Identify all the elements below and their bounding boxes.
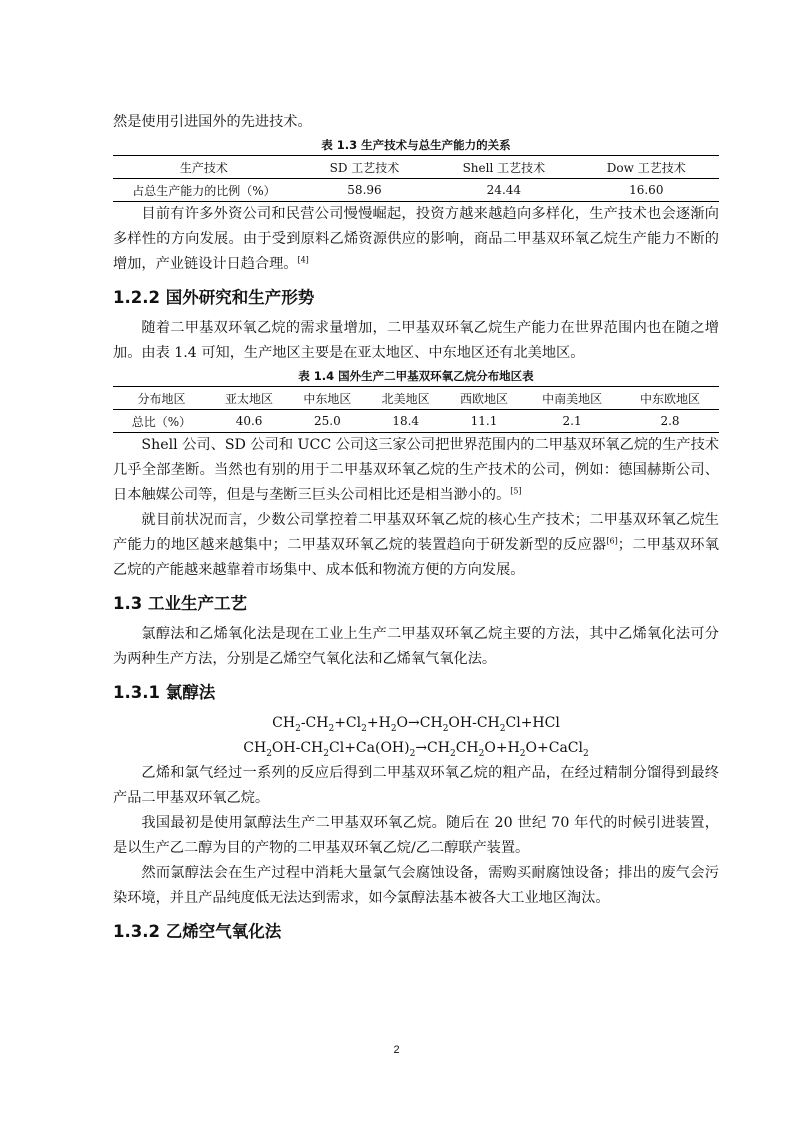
table-cell: 总比（%） xyxy=(113,410,210,433)
paragraph-text: Shell 公司、SD 公司和 UCC 公司这三家公司把世界范围内的二甲基双环氧乙烷的生产技术几乎全部垄断。当然也有别的用于二甲基双环氧乙烷的生产技术的公司，例如：德国赫斯公司、日本触媒公司等，但是与垄断三巨头公司相比还是相当渺小的。 xyxy=(113,437,719,503)
section-heading: 1.3.1 氯醇法 xyxy=(113,683,216,702)
paragraph xyxy=(113,433,719,508)
page-body xyxy=(113,110,719,950)
table-cell: 25.0 xyxy=(288,410,366,433)
citation: [5] xyxy=(510,486,522,496)
table-header-row xyxy=(113,156,719,179)
table-cell: 2.8 xyxy=(621,410,719,433)
section-heading-wrap xyxy=(113,277,719,316)
table-cell: 11.1 xyxy=(445,410,523,433)
section-heading-wrap xyxy=(113,672,719,711)
table-row xyxy=(113,179,719,202)
table-1-4 xyxy=(113,386,719,433)
table-header-cell: 北美地区 xyxy=(367,387,445,410)
section-heading-wrap xyxy=(113,911,719,950)
section-heading-wrap xyxy=(113,583,719,622)
table-cell: 40.6 xyxy=(210,410,288,433)
table-header-row xyxy=(113,387,719,410)
paragraph xyxy=(113,202,719,277)
table-header-cell: 中东地区 xyxy=(288,387,366,410)
table-cell: 18.4 xyxy=(367,410,445,433)
equation-1: $CH_2-CH_2+Cl_2+H_2O\to CH_2OH-CH_2Cl+HCl$ xyxy=(272,715,560,734)
table-row xyxy=(113,410,719,433)
section-heading: 1.3.2 乙烯空气氧化法 xyxy=(113,922,282,941)
page-number: 2 xyxy=(393,1044,400,1056)
table-header-cell: Shell 工艺技术 xyxy=(434,156,573,179)
section-heading: 1.2.2 国外研究和生产形势 xyxy=(113,288,315,307)
citation: [6] xyxy=(606,536,618,546)
table-header-cell: 西欧地区 xyxy=(445,387,523,410)
paragraph: 乙烯和氯气经过一系列的反应后得到二甲基双环氧乙烷的粗产品，在经过精制分馏得到最终产品二甲基双环氧乙烷。 xyxy=(113,765,719,806)
paragraph: 然而氯醇法会在生产过程中消耗大量氯气会腐蚀设备，需购买耐腐蚀设备；排出的废气会污染环境，并且产品纯度低无法达到需求，如今氯醇法基本被各大工业地区淘汰。 xyxy=(113,865,719,906)
paragraph-text: ；二甲基双环氧乙烷的产能越来越靠着市场集中、成本低和物流方便的方向发展。 xyxy=(113,537,719,578)
paragraph-text: 就目前状况而言，少数公司掌控着二甲基双环氧乙烷的核心生产技术；二甲基双环氧乙烷生产能力的地区越来越集中；二甲基双环氧乙烷的装置趋向于研发新型的反应器 xyxy=(113,512,719,553)
paragraph xyxy=(113,508,719,583)
table-header-cell: 分布地区 xyxy=(113,387,210,410)
table-header-cell: 生产技术 xyxy=(113,156,295,179)
table-cell: 16.60 xyxy=(574,179,719,202)
table-header-cell: 中东欧地区 xyxy=(621,387,719,410)
section-heading: 1.3 工业生产工艺 xyxy=(113,594,247,613)
table-1-3-caption: 表 1.3 生产技术与总生产能力的关系 xyxy=(321,138,511,152)
table-header-cell: 中南美地区 xyxy=(523,387,621,410)
paragraph-text: 目前有许多外资公司和民营公司慢慢崛起，投资方越来越趋向多样化，生产技术也会逐渐向多样性的方向发展。由于受到原料乙烯资源供应的影响，商品二甲基双环氧乙烷生产能力不断的增加，产业链设计日趋合理。 xyxy=(113,206,719,272)
paragraph: 我国最初是使用氯醇法生产二甲基双环氧乙烷。随后在 20 世纪 70 年代的时候引进装置，是以生产乙二醇为目的产物的二甲基双环氧乙烷/乙二醇联产装置。 xyxy=(113,815,719,856)
table-1-3 xyxy=(113,155,719,202)
table-header-cell: SD 工艺技术 xyxy=(295,156,434,179)
citation: [4] xyxy=(297,255,309,265)
paragraph: 氯醇法和乙烯氧化法是现在工业上生产二甲基双环氧乙烷主要的方法，其中乙烯氧化法可分为两种生产方法，分别是乙烯空气氧化法和乙烯氧气氧化法。 xyxy=(113,626,719,667)
table-cell: 占总生产能力的比例（%） xyxy=(113,179,295,202)
intro-tail: 然是使用引进国外的先进技术。 xyxy=(113,114,312,130)
table-header-cell: 亚太地区 xyxy=(210,387,288,410)
table-cell: 2.1 xyxy=(523,410,621,433)
table-cell: 24.44 xyxy=(434,179,573,202)
equation-2: $CH_2OH-CH_2Cl+Ca(OH)_2\to CH_2CH_2O+H_2O+CaCl_2$ xyxy=(243,740,589,759)
paragraph: 随着二甲基双环氧乙烷的需求量增加，二甲基双环氧乙烷生产能力在世界范围内也在随之增加。由表 1.4 可知，生产地区主要是在亚太地区、中东地区还有北美地区。 xyxy=(113,320,719,361)
table-1-4-caption: 表 1.4 国外生产二甲基双环氧乙烷分布地区表 xyxy=(298,369,534,383)
table-cell: 58.96 xyxy=(295,179,434,202)
table-header-cell: Dow 工艺技术 xyxy=(574,156,719,179)
